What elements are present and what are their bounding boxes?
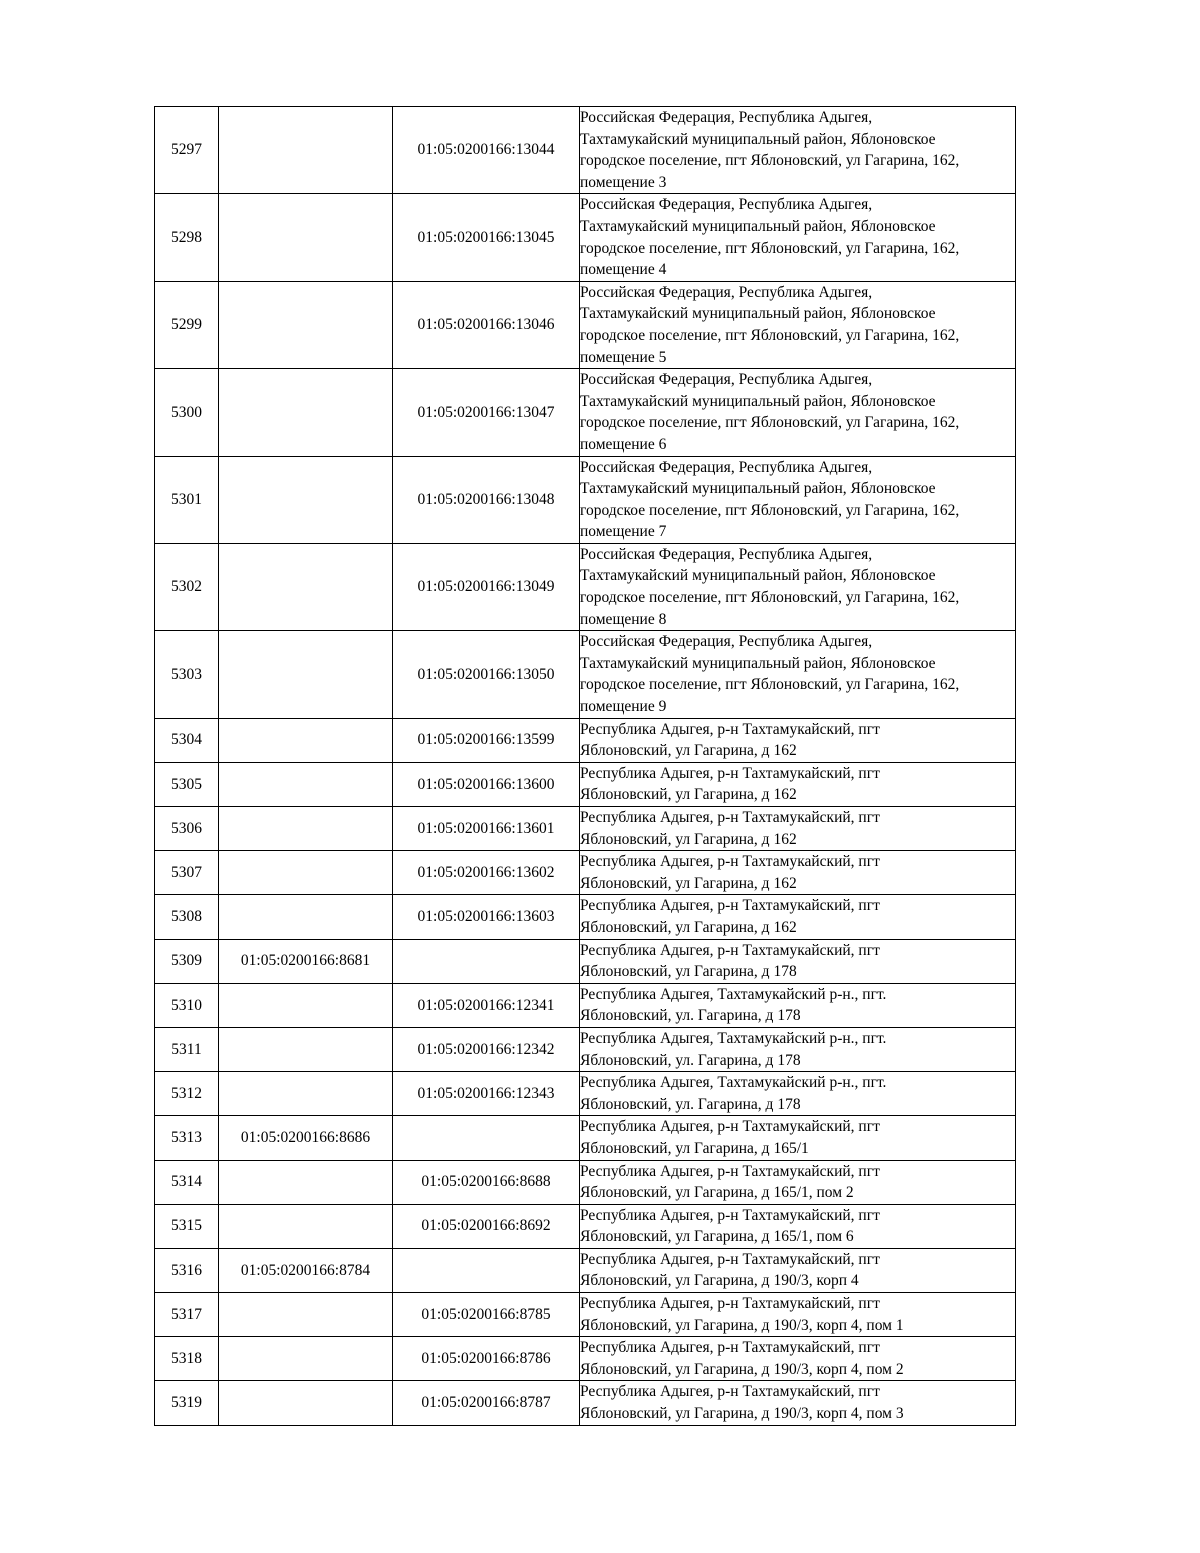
address-line: Республика Адыгея, Тахтамукайский р-н., пгт. <box>580 1029 887 1047</box>
table-row <box>155 1027 1016 1071</box>
object-cadastral-number-cell: 01:05:0200166:8786 <box>393 1337 580 1381</box>
address-line: Яблоновский, ул Гагарина, д 190/3, корп 4, пом 3 <box>580 1405 904 1423</box>
address-line: Российская Федерация, Республика Адыгея, <box>580 371 873 389</box>
address-line: Яблоновский, ул Гагарина, д 190/3, корп 4 <box>580 1272 859 1290</box>
row-number-cell: 5319 <box>155 1381 219 1425</box>
address-cell <box>580 543 1016 630</box>
table-row <box>155 718 1016 762</box>
address-cell <box>580 107 1016 194</box>
land-cadastral-number-cell <box>219 983 393 1027</box>
object-cadastral-number-cell: 01:05:0200166:13047 <box>393 369 580 456</box>
address-line: Республика Адыгея, р-н Тахтамукайский, пгт <box>580 941 880 959</box>
row-number-cell: 5299 <box>155 281 219 368</box>
address-line: Республика Адыгея, р-н Тахтамукайский, пгт <box>580 1383 880 1401</box>
address-line: Тахтамукайский муниципальный район, Яблоновское <box>580 392 936 410</box>
address-cell <box>580 1381 1016 1425</box>
address-line: Республика Адыгея, р-н Тахтамукайский, пгт <box>580 764 880 782</box>
table-row <box>155 369 1016 456</box>
address-line: городское поселение, пгт Яблоновский, ул Гагарина, 162, <box>580 676 960 694</box>
table-row <box>155 1072 1016 1116</box>
table-row <box>155 194 1016 281</box>
address-cell <box>580 1293 1016 1337</box>
address-cell <box>580 762 1016 806</box>
land-cadastral-number-cell <box>219 1381 393 1425</box>
address-cell <box>580 369 1016 456</box>
table-row <box>155 1116 1016 1160</box>
object-cadastral-number-cell: 01:05:0200166:8785 <box>393 1293 580 1337</box>
object-cadastral-number-cell: 01:05:0200166:13599 <box>393 718 580 762</box>
object-cadastral-number-cell <box>393 1248 580 1292</box>
address-line: Российская Федерация, Республика Адыгея, <box>580 545 873 563</box>
table-row <box>155 851 1016 895</box>
address-line: Яблоновский, ул Гагарина, д 165/1, пом 2 <box>580 1184 854 1202</box>
land-cadastral-number-cell: 01:05:0200166:8681 <box>219 939 393 983</box>
land-cadastral-number-cell <box>219 762 393 806</box>
land-cadastral-number-cell <box>219 1293 393 1337</box>
address-line: Республика Адыгея, р-н Тахтамукайский, пгт <box>580 1339 880 1357</box>
address-line: Яблоновский, ул Гагарина, д 190/3, корп 4, пом 1 <box>580 1316 904 1334</box>
address-line: Яблоновский, ул. Гагарина, д 178 <box>580 1007 801 1025</box>
address-cell <box>580 194 1016 281</box>
land-cadastral-number-cell: 01:05:0200166:8784 <box>219 1248 393 1292</box>
address-cell <box>580 1027 1016 1071</box>
address-line: городское поселение, пгт Яблоновский, ул Гагарина, 162, <box>580 239 960 257</box>
row-number-cell: 5304 <box>155 718 219 762</box>
address-line: Тахтамукайский муниципальный район, Яблоновское <box>580 217 936 235</box>
table-row <box>155 983 1016 1027</box>
object-cadastral-number-cell: 01:05:0200166:13602 <box>393 851 580 895</box>
address-line: Яблоновский, ул Гагарина, д 190/3, корп 4, пом 2 <box>580 1360 904 1378</box>
address-cell <box>580 1116 1016 1160</box>
address-line: Республика Адыгея, р-н Тахтамукайский, пгт <box>580 1118 880 1136</box>
row-number-cell: 5316 <box>155 1248 219 1292</box>
object-cadastral-number-cell: 01:05:0200166:13046 <box>393 281 580 368</box>
object-cadastral-number-cell: 01:05:0200166:13600 <box>393 762 580 806</box>
row-number-cell: 5306 <box>155 807 219 851</box>
object-cadastral-number-cell: 01:05:0200166:8692 <box>393 1204 580 1248</box>
address-line: Тахтамукайский муниципальный район, Яблоновское <box>580 305 936 323</box>
table-row <box>155 1204 1016 1248</box>
address-line: Яблоновский, ул Гагарина, д 162 <box>580 742 797 760</box>
address-line: Яблоновский, ул. Гагарина, д 178 <box>580 1095 801 1113</box>
object-cadastral-number-cell: 01:05:0200166:8688 <box>393 1160 580 1204</box>
address-line: Тахтамукайский муниципальный район, Яблоновское <box>580 654 936 672</box>
land-cadastral-number-cell <box>219 369 393 456</box>
address-line: Республика Адыгея, Тахтамукайский р-н., пгт. <box>580 985 887 1003</box>
address-line: Республика Адыгея, р-н Тахтамукайский, пгт <box>580 1206 880 1224</box>
address-line: помещение 4 <box>580 261 667 279</box>
row-number-cell: 5298 <box>155 194 219 281</box>
address-line: Российская Федерация, Республика Адыгея, <box>580 196 873 214</box>
address-cell <box>580 1337 1016 1381</box>
address-line: помещение 3 <box>580 173 667 191</box>
object-cadastral-number-cell: 01:05:0200166:12341 <box>393 983 580 1027</box>
address-line: Республика Адыгея, р-н Тахтамукайский, пгт <box>580 720 880 738</box>
object-cadastral-number-cell: 01:05:0200166:13050 <box>393 631 580 718</box>
table-row <box>155 631 1016 718</box>
address-line: Республика Адыгея, р-н Тахтамукайский, пгт <box>580 853 880 871</box>
land-cadastral-number-cell <box>219 1337 393 1381</box>
land-cadastral-number-cell <box>219 851 393 895</box>
row-number-cell: 5309 <box>155 939 219 983</box>
address-line: Яблоновский, ул Гагарина, д 165/1 <box>580 1139 809 1157</box>
land-cadastral-number-cell <box>219 107 393 194</box>
row-number-cell: 5303 <box>155 631 219 718</box>
table-row <box>155 281 1016 368</box>
row-number-cell: 5302 <box>155 543 219 630</box>
address-line: помещение 8 <box>580 610 667 628</box>
address-cell <box>580 1160 1016 1204</box>
address-line: помещение 9 <box>580 698 667 716</box>
address-line: помещение 7 <box>580 523 667 541</box>
land-cadastral-number-cell <box>219 718 393 762</box>
object-cadastral-number-cell: 01:05:0200166:13048 <box>393 456 580 543</box>
object-cadastral-number-cell <box>393 1116 580 1160</box>
row-number-cell: 5301 <box>155 456 219 543</box>
row-number-cell: 5307 <box>155 851 219 895</box>
address-cell <box>580 1072 1016 1116</box>
table-row <box>155 939 1016 983</box>
address-line: Яблоновский, ул Гагарина, д 165/1, пом 6 <box>580 1228 854 1246</box>
address-line: Тахтамукайский муниципальный район, Яблоновское <box>580 567 936 585</box>
row-number-cell: 5297 <box>155 107 219 194</box>
address-line: Республика Адыгея, р-н Тахтамукайский, пгт <box>580 897 880 915</box>
address-line: Российская Федерация, Республика Адыгея, <box>580 633 873 651</box>
address-cell <box>580 281 1016 368</box>
address-line: Российская Федерация, Республика Адыгея, <box>580 458 873 476</box>
object-cadastral-number-cell <box>393 939 580 983</box>
land-cadastral-number-cell <box>219 807 393 851</box>
table-row <box>155 1381 1016 1425</box>
address-line: городское поселение, пгт Яблоновский, ул Гагарина, 162, <box>580 501 960 519</box>
address-line: городское поселение, пгт Яблоновский, ул Гагарина, 162, <box>580 414 960 432</box>
address-line: Республика Адыгея, р-н Тахтамукайский, пгт <box>580 1162 880 1180</box>
address-line: Республика Адыгея, Тахтамукайский р-н., пгт. <box>580 1074 887 1092</box>
table-row <box>155 1293 1016 1337</box>
address-cell <box>580 983 1016 1027</box>
row-number-cell: 5313 <box>155 1116 219 1160</box>
row-number-cell: 5315 <box>155 1204 219 1248</box>
address-line: помещение 6 <box>580 435 667 453</box>
address-line: Тахтамукайский муниципальный район, Яблоновское <box>580 130 936 148</box>
object-cadastral-number-cell: 01:05:0200166:12342 <box>393 1027 580 1071</box>
table-row <box>155 107 1016 194</box>
row-number-cell: 5310 <box>155 983 219 1027</box>
address-cell <box>580 631 1016 718</box>
address-line: Российская Федерация, Республика Адыгея, <box>580 109 873 126</box>
row-number-cell: 5318 <box>155 1337 219 1381</box>
table-row <box>155 762 1016 806</box>
land-cadastral-number-cell <box>219 1027 393 1071</box>
property-registry-table <box>154 106 1016 1426</box>
address-line: городское поселение, пгт Яблоновский, ул Гагарина, 162, <box>580 152 960 170</box>
address-line: Яблоновский, ул Гагарина, д 162 <box>580 786 797 804</box>
address-cell <box>580 1204 1016 1248</box>
table-row <box>155 807 1016 851</box>
row-number-cell: 5314 <box>155 1160 219 1204</box>
address-line: Республика Адыгея, р-н Тахтамукайский, пгт <box>580 1250 880 1268</box>
land-cadastral-number-cell <box>219 895 393 939</box>
land-cadastral-number-cell <box>219 543 393 630</box>
address-line: Российская Федерация, Республика Адыгея, <box>580 283 873 301</box>
row-number-cell: 5300 <box>155 369 219 456</box>
address-line: Яблоновский, ул. Гагарина, д 178 <box>580 1051 801 1069</box>
object-cadastral-number-cell: 01:05:0200166:13049 <box>393 543 580 630</box>
land-cadastral-number-cell <box>219 456 393 543</box>
table-row <box>155 1248 1016 1292</box>
land-cadastral-number-cell <box>219 281 393 368</box>
address-line: Республика Адыгея, р-н Тахтамукайский, пгт <box>580 1295 880 1313</box>
address-cell <box>580 895 1016 939</box>
land-cadastral-number-cell <box>219 194 393 281</box>
address-line: помещение 5 <box>580 348 667 366</box>
land-cadastral-number-cell <box>219 1072 393 1116</box>
table-row <box>155 456 1016 543</box>
address-line: Яблоновский, ул Гагарина, д 162 <box>580 830 797 848</box>
table-body <box>155 107 1016 1426</box>
land-cadastral-number-cell: 01:05:0200166:8686 <box>219 1116 393 1160</box>
object-cadastral-number-cell: 01:05:0200166:13045 <box>393 194 580 281</box>
row-number-cell: 5305 <box>155 762 219 806</box>
address-line: Республика Адыгея, р-н Тахтамукайский, пгт <box>580 809 880 826</box>
address-cell <box>580 807 1016 851</box>
row-number-cell: 5317 <box>155 1293 219 1337</box>
object-cadastral-number-cell: 01:05:0200166:13601 <box>393 807 580 851</box>
row-number-cell: 5311 <box>155 1027 219 1071</box>
land-cadastral-number-cell <box>219 631 393 718</box>
address-cell <box>580 939 1016 983</box>
object-cadastral-number-cell: 01:05:0200166:12343 <box>393 1072 580 1116</box>
address-cell <box>580 851 1016 895</box>
land-cadastral-number-cell <box>219 1160 393 1204</box>
address-line: Тахтамукайский муниципальный район, Яблоновское <box>580 480 936 498</box>
address-line: Яблоновский, ул Гагарина, д 162 <box>580 918 797 936</box>
address-line: городское поселение, пгт Яблоновский, ул Гагарина, 162, <box>580 589 960 607</box>
document-page <box>154 106 1015 1426</box>
table-row <box>155 1160 1016 1204</box>
row-number-cell: 5312 <box>155 1072 219 1116</box>
address-cell <box>580 456 1016 543</box>
address-cell <box>580 1248 1016 1292</box>
land-cadastral-number-cell <box>219 1204 393 1248</box>
object-cadastral-number-cell: 01:05:0200166:13044 <box>393 107 580 194</box>
address-line: Яблоновский, ул Гагарина, д 162 <box>580 874 797 892</box>
address-line: Яблоновский, ул Гагарина, д 178 <box>580 963 797 981</box>
table-row <box>155 895 1016 939</box>
row-number-cell: 5308 <box>155 895 219 939</box>
address-cell <box>580 718 1016 762</box>
table-row <box>155 543 1016 630</box>
object-cadastral-number-cell: 01:05:0200166:13603 <box>393 895 580 939</box>
table-row <box>155 1337 1016 1381</box>
object-cadastral-number-cell: 01:05:0200166:8787 <box>393 1381 580 1425</box>
address-line: городское поселение, пгт Яблоновский, ул Гагарина, 162, <box>580 326 960 344</box>
